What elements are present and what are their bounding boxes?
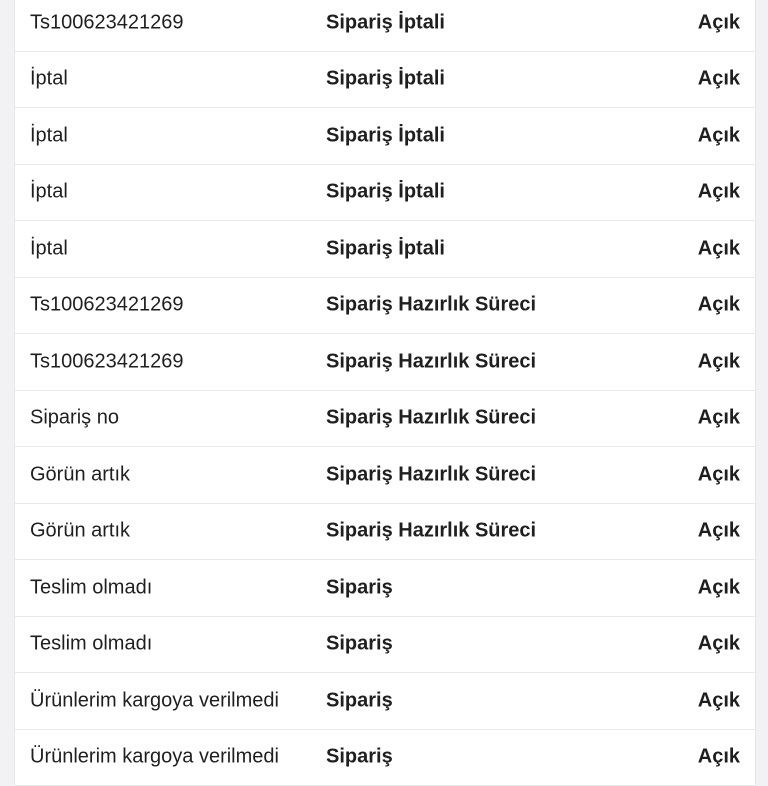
ticket-status: Açık xyxy=(698,11,740,34)
ticket-status: Açık xyxy=(698,294,740,317)
ticket-subject: Ts100623421269 xyxy=(30,350,183,373)
ticket-status: Açık xyxy=(698,237,740,260)
ticket-category: Sipariş İptali xyxy=(326,11,445,34)
ticket-row[interactable] xyxy=(15,391,755,448)
ticket-row[interactable] xyxy=(15,221,755,278)
ticket-subject: Sipariş no xyxy=(30,407,119,430)
ticket-category: Sipariş xyxy=(326,689,393,712)
ticket-category: Sipariş İptali xyxy=(326,237,445,260)
ticket-status: Açık xyxy=(698,520,740,543)
ticket-status: Açık xyxy=(698,746,740,769)
ticket-category: Sipariş xyxy=(326,576,393,599)
ticket-category: Sipariş Hazırlık Süreci xyxy=(326,407,536,430)
ticket-subject: Ürünlerim kargoya verilmedi xyxy=(30,746,279,769)
ticket-status: Açık xyxy=(698,633,740,656)
ticket-subject: Teslim olmadı xyxy=(30,633,152,656)
ticket-status: Açık xyxy=(698,350,740,373)
ticket-row[interactable] xyxy=(15,334,755,391)
ticket-row[interactable] xyxy=(15,504,755,561)
ticket-row[interactable] xyxy=(15,617,755,674)
ticket-subject: Ts100623421269 xyxy=(30,11,183,34)
ticket-row[interactable] xyxy=(15,730,755,786)
ticket-subject: Teslim olmadı xyxy=(30,576,152,599)
ticket-status: Açık xyxy=(698,463,740,486)
ticket-subject: İptal xyxy=(30,181,68,204)
ticket-status: Açık xyxy=(698,576,740,599)
ticket-status: Açık xyxy=(698,689,740,712)
ticket-row[interactable] xyxy=(15,52,755,109)
ticket-subject: Ts100623421269 xyxy=(30,294,183,317)
ticket-category: Sipariş Hazırlık Süreci xyxy=(326,520,536,543)
ticket-row[interactable] xyxy=(15,165,755,222)
ticket-category: Sipariş Hazırlık Süreci xyxy=(326,350,536,373)
ticket-row[interactable] xyxy=(15,673,755,730)
ticket-category: Sipariş İptali xyxy=(326,124,445,147)
ticket-row[interactable] xyxy=(15,278,755,335)
ticket-category: Sipariş İptali xyxy=(326,68,445,91)
ticket-category: Sipariş İptali xyxy=(326,181,445,204)
ticket-row[interactable] xyxy=(15,0,755,52)
ticket-status: Açık xyxy=(698,181,740,204)
ticket-category: Sipariş Hazırlık Süreci xyxy=(326,463,536,486)
ticket-category: Sipariş xyxy=(326,746,393,769)
ticket-row[interactable] xyxy=(15,108,755,165)
ticket-row[interactable] xyxy=(15,560,755,617)
ticket-category: Sipariş Hazırlık Süreci xyxy=(326,294,536,317)
ticket-subject: İptal xyxy=(30,68,68,91)
ticket-status: Açık xyxy=(698,124,740,147)
ticket-row[interactable] xyxy=(15,447,755,504)
ticket-subject: Ürünlerim kargoya verilmedi xyxy=(30,689,279,712)
ticket-category: Sipariş xyxy=(326,633,393,656)
ticket-subject: Görün artık xyxy=(30,463,130,486)
ticket-status: Açık xyxy=(698,68,740,91)
ticket-list xyxy=(14,0,756,786)
ticket-status: Açık xyxy=(698,407,740,430)
ticket-subject: Görün artık xyxy=(30,520,130,543)
ticket-subject: İptal xyxy=(30,237,68,260)
ticket-subject: İptal xyxy=(30,124,68,147)
